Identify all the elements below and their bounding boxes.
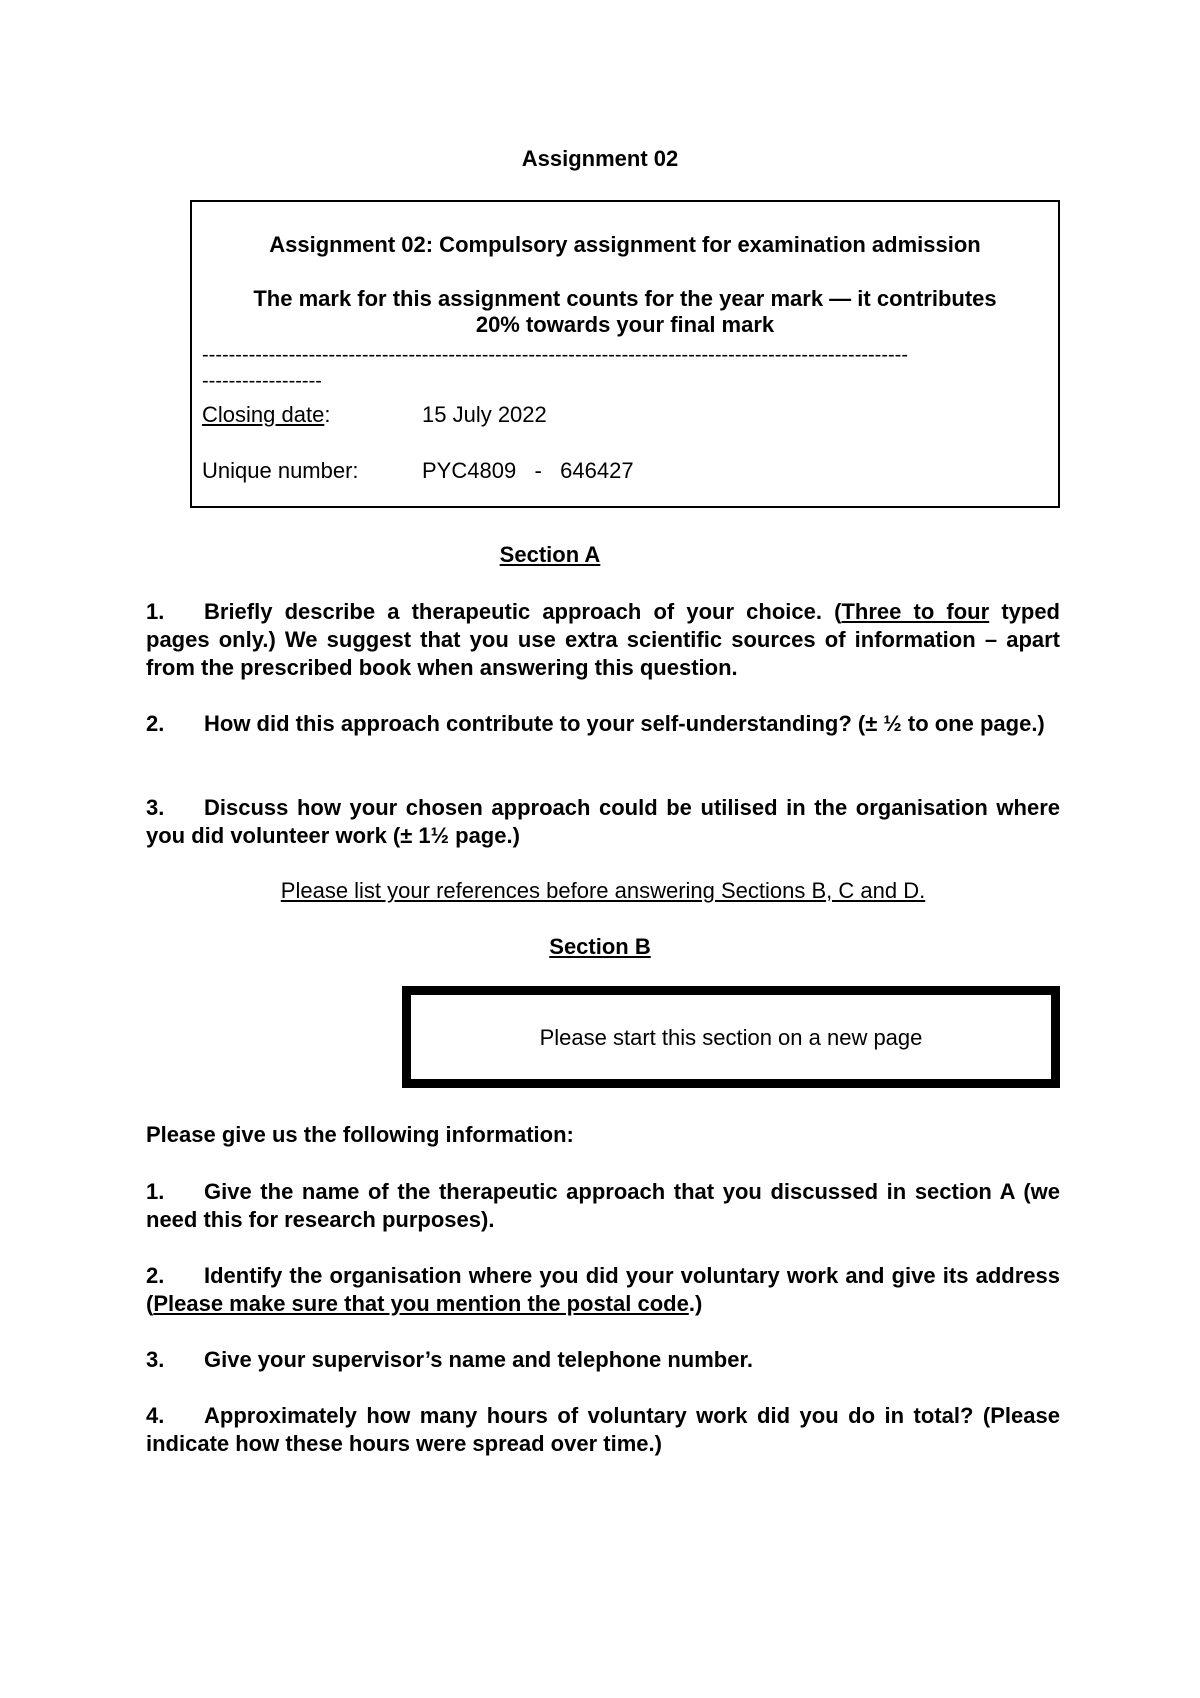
section-b-heading: Section B: [549, 934, 651, 959]
question-text: Identify the organisation where you did your voluntary work and give its address (: [146, 1263, 1060, 1316]
mark-info-line-1: The mark for this assignment counts for the year mark — it contributes: [253, 286, 997, 311]
question-text: typed pages only.) We suggest that you use extra scientific sources of information – apart from the prescribed book when answering this question.: [146, 599, 1060, 680]
question-text: Discuss how your chosen approach could be utilised in the organisation where you did volunteer work (± 1½ page.): [146, 795, 1060, 848]
question-number: 2.: [146, 711, 165, 736]
question-text: Briefly describe a therapeutic approach of your choice. (: [204, 599, 842, 624]
question-number: 4.: [146, 1403, 165, 1428]
question-text: Give your supervisor’s name and telephone number.: [204, 1347, 753, 1372]
question-number: 1.: [146, 1179, 165, 1204]
closing-date-value: 15 July 2022: [422, 402, 547, 427]
section-b-question-1: [146, 1178, 1079, 1234]
assignment-info-box: [190, 200, 1060, 508]
new-page-notice: Please start this section on a new page: [539, 1025, 923, 1050]
section-b-intro: Please give us the following information:: [146, 1122, 574, 1147]
question-text: Approximately how many hours of voluntary work did you do in total? (Please indicate how these hours were spread over time.): [146, 1403, 1060, 1456]
question-text: Give the name of the therapeutic approach that you discussed in section A (we need this for research purposes).: [146, 1179, 1079, 1232]
section-b-question-4: [146, 1402, 1060, 1458]
unique-number-value: PYC4809 - 646427: [422, 458, 634, 483]
question-number: 3.: [146, 1347, 165, 1372]
question-text-emphasis: Please make sure that you mention the postal code: [153, 1291, 689, 1316]
question-number: 1.: [146, 599, 165, 624]
section-a-question-3: [146, 794, 1060, 850]
question-text: How did this approach contribute to your self-understanding? (± ½ to one page.): [204, 711, 1045, 736]
dashed-separator-2: ------------------: [202, 370, 322, 392]
section-a-question-1: [146, 598, 1060, 682]
question-text-emphasis: Three to four: [841, 599, 990, 624]
question-text: .): [688, 1291, 703, 1316]
section-b-question-2: [146, 1262, 1060, 1318]
box-heading: Assignment 02: Compulsory assignment for examination admission: [269, 232, 981, 257]
question-number: 3.: [146, 795, 165, 820]
mark-info-line-2: 20% towards your final mark: [475, 312, 775, 337]
new-page-notice-box: [402, 986, 1060, 1088]
references-note: Please list your references before answering Sections B, C and D.: [280, 878, 926, 903]
section-b-question-3: [146, 1346, 1060, 1374]
unique-number-label: Unique number:: [202, 458, 359, 483]
page-title: Assignment 02: [521, 146, 679, 171]
closing-date-label-text: Closing date: [202, 402, 325, 427]
closing-date-label: [202, 402, 330, 428]
dashed-separator-1: ----------------------------------------------------------------------------------------------------------: [202, 344, 908, 366]
section-a-question-2: [146, 710, 1060, 738]
closing-date-colon: :: [324, 402, 331, 427]
question-number: 2.: [146, 1263, 165, 1288]
section-a-heading: Section A: [499, 542, 601, 567]
